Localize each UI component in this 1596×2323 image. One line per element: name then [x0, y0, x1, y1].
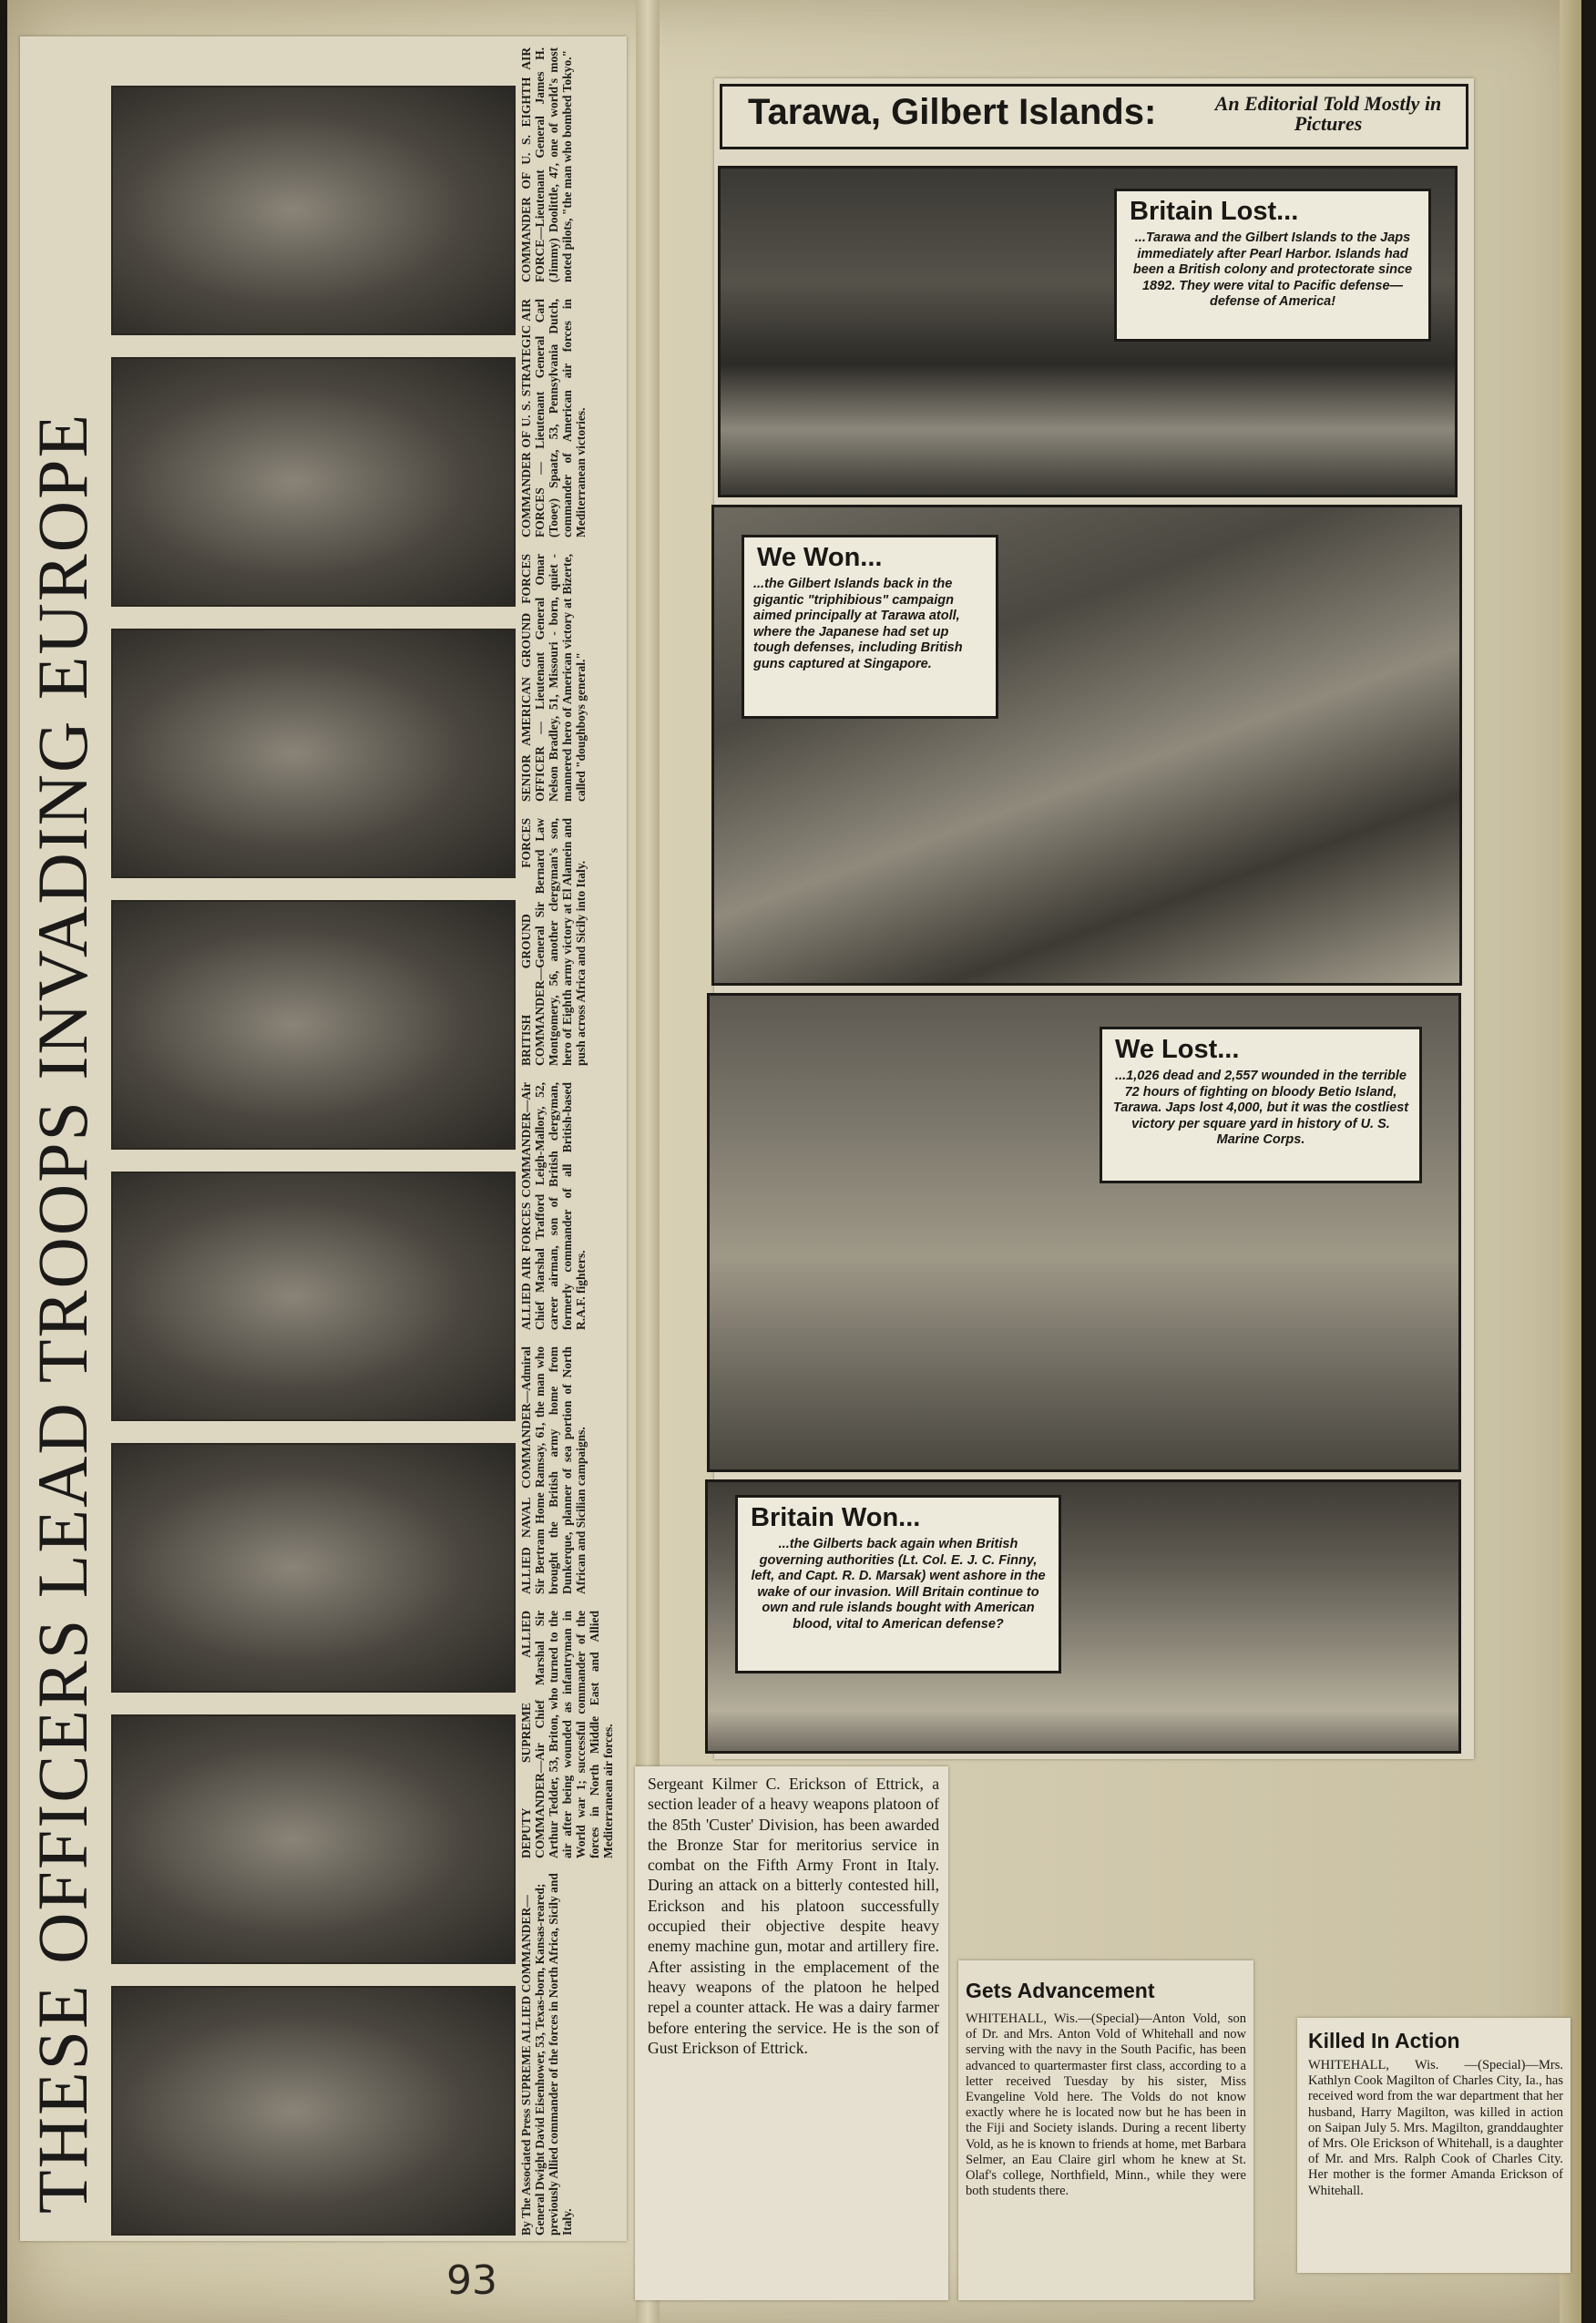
portrait-photo	[111, 357, 516, 607]
officer-caption: COMMANDER OF U. S. STRATEGIC AIR FORCES — Lieutenant General Carl (Tooey) Spaatz, 53, Pennsylvania Dutch, commander of American air forces in Mediterranean victories.	[519, 299, 588, 537]
caption-heading: We Lost...	[1115, 1035, 1240, 1064]
officer-caption: ALLIED NAVAL COMMANDER—Admiral Sir Bertram Home Ramsay, 61, the man who brought the British army home from Dunkerque, planner of sea portion of North African and Sicilian campaigns.	[519, 1346, 588, 1594]
clipping-heading: Killed In Action	[1308, 2029, 1460, 2052]
officer-caption: BRITISH GROUND FORCES COMMANDER—General Sir Bernard Law Montgomery, 56, another clergyman's son, hero of Eighth army victory at El Alamein and push across Africa and Sicily into Italy.	[519, 818, 588, 1066]
photo-we-lost	[707, 993, 1461, 1472]
editorial-title: Tarawa, Gilbert Islands:	[748, 92, 1157, 132]
caption-heading: We Won...	[757, 543, 883, 572]
officer-caption: DEPUTY SUPREME ALLIED COMMANDER—Air Chief Marshal Sir Arthur Tedder, 53, Briton, who turned to the air after being wounded as infantryman in World war 1; successful commander of the forces in North Middle East and Allied Mediterranean air forces.	[519, 1611, 615, 1858]
officer-caption: SENIOR AMERICAN GROUND FORCES OFFICER — Lieutenant General Omar Nelson Bradley, 51, Missouri - born, quiet - mannered hero of American victory at Bizerte, called "doughboys general."	[519, 554, 588, 802]
officers-captions	[519, 46, 624, 1858]
portrait-photo	[111, 1986, 516, 2236]
portrait-photo	[111, 1172, 516, 1421]
caption-text: ...the Gilbert Islands back in the gigantic "triphibious" campaign aimed principally at Tarawa atoll, where the Japanese had set up tough defenses, including British guns captured at Singapore.	[753, 577, 963, 671]
page-number: 93	[446, 2257, 497, 2304]
photo-britain-won	[705, 1479, 1461, 1754]
clipping-text: WHITEHALL, Wis.—(Special)—Anton Vold, son of Dr. and Mrs. Anton Vold of Whitehall and now serving with the navy in the South Pacific, has been advanced to quartermaster first class, according to a letter received Tuesday by his sister, Miss Evangeline Vold here. The Volds do not know exactly where he is located now but he has been in the Fiji and Society islands. During a recent liberty Vold, as he is known to friends at home, met Barbara Selmer, an Eau Claire girl whom he knew at St. Olaf's college, Northfield, Minn., while they were both students there.	[966, 2011, 1246, 2199]
caption-text: ...1,026 dead and 2,557 wounded in the terrible 72 hours of fighting on bloody Betio Island, Tarawa. Japs lost 4,000, but it was the costliest victory per square yard in history of U. S. Marine Corps.	[1112, 1069, 1409, 1147]
page-edge	[1560, 0, 1581, 2323]
officers-headline: THESE OFFICERS LEAD TROOPS INVADING EUROPE	[23, 412, 102, 2214]
officer-caption: ALLIED AIR FORCES COMMANDER—Air Chief Marshal Trafford Leigh-Mallory, 52, career airman, son of British clergyman, formerly commander of all British-based R.A.F. fighters.	[519, 1082, 588, 1330]
caption-heading: Britain Lost...	[1130, 197, 1299, 226]
killed-in-action-clipping	[1297, 2018, 1570, 2273]
sergeant-erickson-clipping	[635, 1766, 948, 2300]
caption-box-britain-lost	[1114, 189, 1431, 342]
tarawa-editorial	[714, 78, 1474, 1759]
clipping-heading: Gets Advancement	[966, 1979, 1155, 2002]
clipping-text: Sergeant Kilmer C. Erickson of Ettrick, a section leader of a heavy weapons platoon of the 85th 'Custer' Division, has been awarded the Bronze Star for meritorius service in combat on the Fifth Army Front in Italy. During an attack on a bitterly contested hill, Erickson and his platoon successfully occupied their objective despite heavy enemy machine gun, motar and artillery fire. After assisting in the emplacement of the heavy weapons of the platoon he helped repel a counter attack. He was a dairy farmer before entering the service. He is the son of Gust Erickson of Ettrick.	[648, 1775, 939, 2057]
caption-box-britain-won	[735, 1495, 1061, 1673]
portrait-photo	[111, 1443, 516, 1693]
clipping-text: WHITEHALL, Wis. —(Special)—Mrs. Kathlyn Cook Magilton of Charles City, Ia., has received word from the war department that her husband, Harry Magilton, was killed in action on Saipan July 5. Mrs. Magilton, granddaughter of Mrs. Ole Erickson of Whitehall, is a daughter of Mr. and Mrs. Ralph Cook of Charles City. Her mother is the former Amanda Erickson of Whitehall.	[1308, 2058, 1563, 2198]
caption-text: ...the Gilberts back again when British governing authorities (Lt. Col. E. J. C. Finny, left, and Capt. R. D. Marsak) went ashore in the wake of our invasion. Will Britain continue to own and rule islands bought with American blood, vital to American defense?	[751, 1537, 1046, 1632]
editorial-title-box	[720, 84, 1468, 149]
portrait-photo	[111, 86, 516, 335]
officers-clipping	[20, 36, 627, 2241]
editorial-subtitle: An Editorial Told Mostly in Pictures	[1214, 92, 1442, 135]
officers-byline: By The Associated Press SUPREME ALLIED COMMANDER—General Dwight David Eisenhower, 53, Texas-born, Kansas-reared; previously Allied commander of the forces in North Africa, Sicily and Italy.	[519, 1873, 574, 2236]
photo-we-won	[711, 505, 1462, 986]
gets-advancement-clipping	[958, 1960, 1253, 2300]
photo-britain-lost	[718, 166, 1458, 497]
officer-caption: COMMANDER OF U. S. EIGHTH AIR FORCE—Lieutenant General James H. (Jimmy) Doolittle, 47, one of world's most noted pilots, "the man who bombed Tokyo."	[519, 47, 574, 282]
caption-heading: Britain Won...	[751, 1503, 921, 1532]
caption-box-we-won	[742, 535, 998, 719]
portrait-photo	[111, 900, 516, 1150]
portrait-photo	[111, 629, 516, 878]
caption-text: ...Tarawa and the Gilbert Islands to the Japs immediately after Pearl Harbor. Islands had been a British colony and protectorate since 1892. They were vital to Pacific defense—defense of America!	[1132, 230, 1413, 309]
portrait-row	[111, 40, 512, 2236]
caption-box-we-lost	[1100, 1027, 1422, 1183]
portrait-photo	[111, 1714, 516, 1964]
